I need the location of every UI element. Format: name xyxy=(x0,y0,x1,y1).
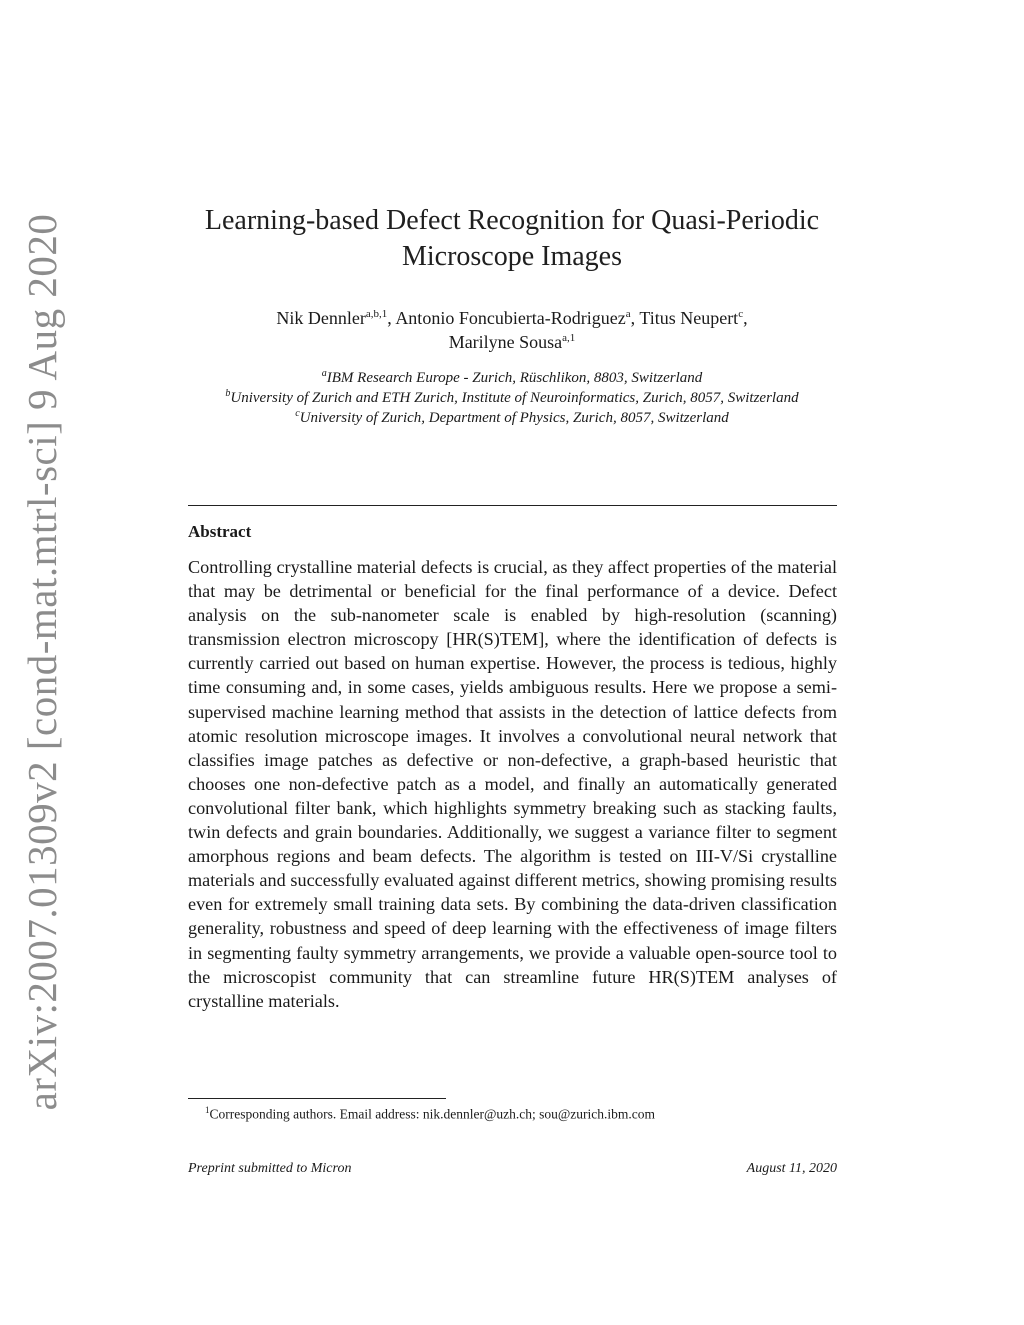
abstract-body: Controlling crystalline material defects is crucial, as they affect properties of the material that may be detrimental or beneficial for the final performance of a device. Defect analysis on the sub-nanometer scale is enabled by high-resolution (scanning) transmission electron microscopy [HR(S)TEM], where the identification of defects is currently carried out based on human expertise. However, the process is tedious, highly time consuming and, in some cases, yields ambiguous results. Here we propose a semi-supervised machine learning method that assists in the detection of lattice defects from atomic resolution microscope images. It involves a convolutional neural network that classifies image patches as defective or non-defective, a graph-based heuristic that chooses one non-defective patch as a model, and finally an automatically generated convolutional filter bank, which highlights symmetry breaking such as stacking faults, twin defects and grain boundaries. Additionally, we suggest a variance filter to segment amorphous regions and beam defects. The algorithm is tested on III-V/Si crystalline materials and successfully evaluated against different metrics, showing promising results even for extremely small training data sets. By combining the data-driven classification generality, robustness and speed of deep learning with the effectiveness of image filters in segmenting faulty symmetry arrangements, we provide a valuable open-source tool to the microscopist community that can streamline future HR(S)TEM analyses of crystalline materials. xyxy=(188,557,837,1011)
affiliation-text: University of Zurich and ETH Zurich, Institute of Neuroinformatics, Zurich, 8057, Switzerland xyxy=(230,390,799,406)
abstract-heading: Abstract xyxy=(188,522,252,541)
footnote-text: Corresponding authors. Email address: nik.dennler@uzh.ch; sou@zurich.ibm.com xyxy=(209,1106,656,1122)
author-separator: , xyxy=(630,308,640,328)
author-list xyxy=(150,306,874,354)
affiliation-text: University of Zurich, Department of Physics, Zurich, 8057, Switzerland xyxy=(299,410,729,426)
affiliation-mark: b xyxy=(225,388,231,399)
preprint-note: Preprint submitted to Micron xyxy=(188,1161,352,1176)
author-affil-mark: a,1 xyxy=(562,332,576,344)
title-line-1: Learning-based Defect Recognition for Quasi-Periodic xyxy=(204,205,820,236)
author-name: Nik Dennler xyxy=(276,308,366,328)
footnote-mark: 1 xyxy=(205,1105,210,1115)
author-separator: , xyxy=(387,308,396,328)
paper-title xyxy=(150,203,874,275)
author-affil-mark: a xyxy=(625,308,631,320)
footnote xyxy=(205,1101,845,1124)
author-name: Titus Neupert xyxy=(639,308,739,328)
affiliation-mark: c xyxy=(295,408,300,419)
author-name: Marilyne Sousa xyxy=(448,332,563,352)
arxiv-stamp: arXiv:2007.01309v2 [cond-mat.mtrl-sci] 9 Aug 2020 xyxy=(19,213,65,1111)
author-affil-mark: a,b,1 xyxy=(365,308,388,320)
affiliation xyxy=(170,388,854,408)
abstract-top-rule xyxy=(188,505,837,506)
author-separator: , xyxy=(743,308,748,328)
affiliations xyxy=(170,368,854,428)
affiliation-text: IBM Research Europe - Zurich, Rüschlikon, 8803, Switzerland xyxy=(326,370,703,386)
affiliation xyxy=(170,408,854,428)
author-affil-mark: c xyxy=(738,308,744,320)
affiliation-mark: a xyxy=(321,368,327,379)
affiliation xyxy=(170,368,854,388)
submission-date: August 11, 2020 xyxy=(746,1161,837,1176)
author-name: Antonio Foncubierta-Rodriguez xyxy=(395,308,626,328)
title-line-2: Microscope Images xyxy=(401,241,623,272)
footnote-rule xyxy=(188,1098,446,1099)
